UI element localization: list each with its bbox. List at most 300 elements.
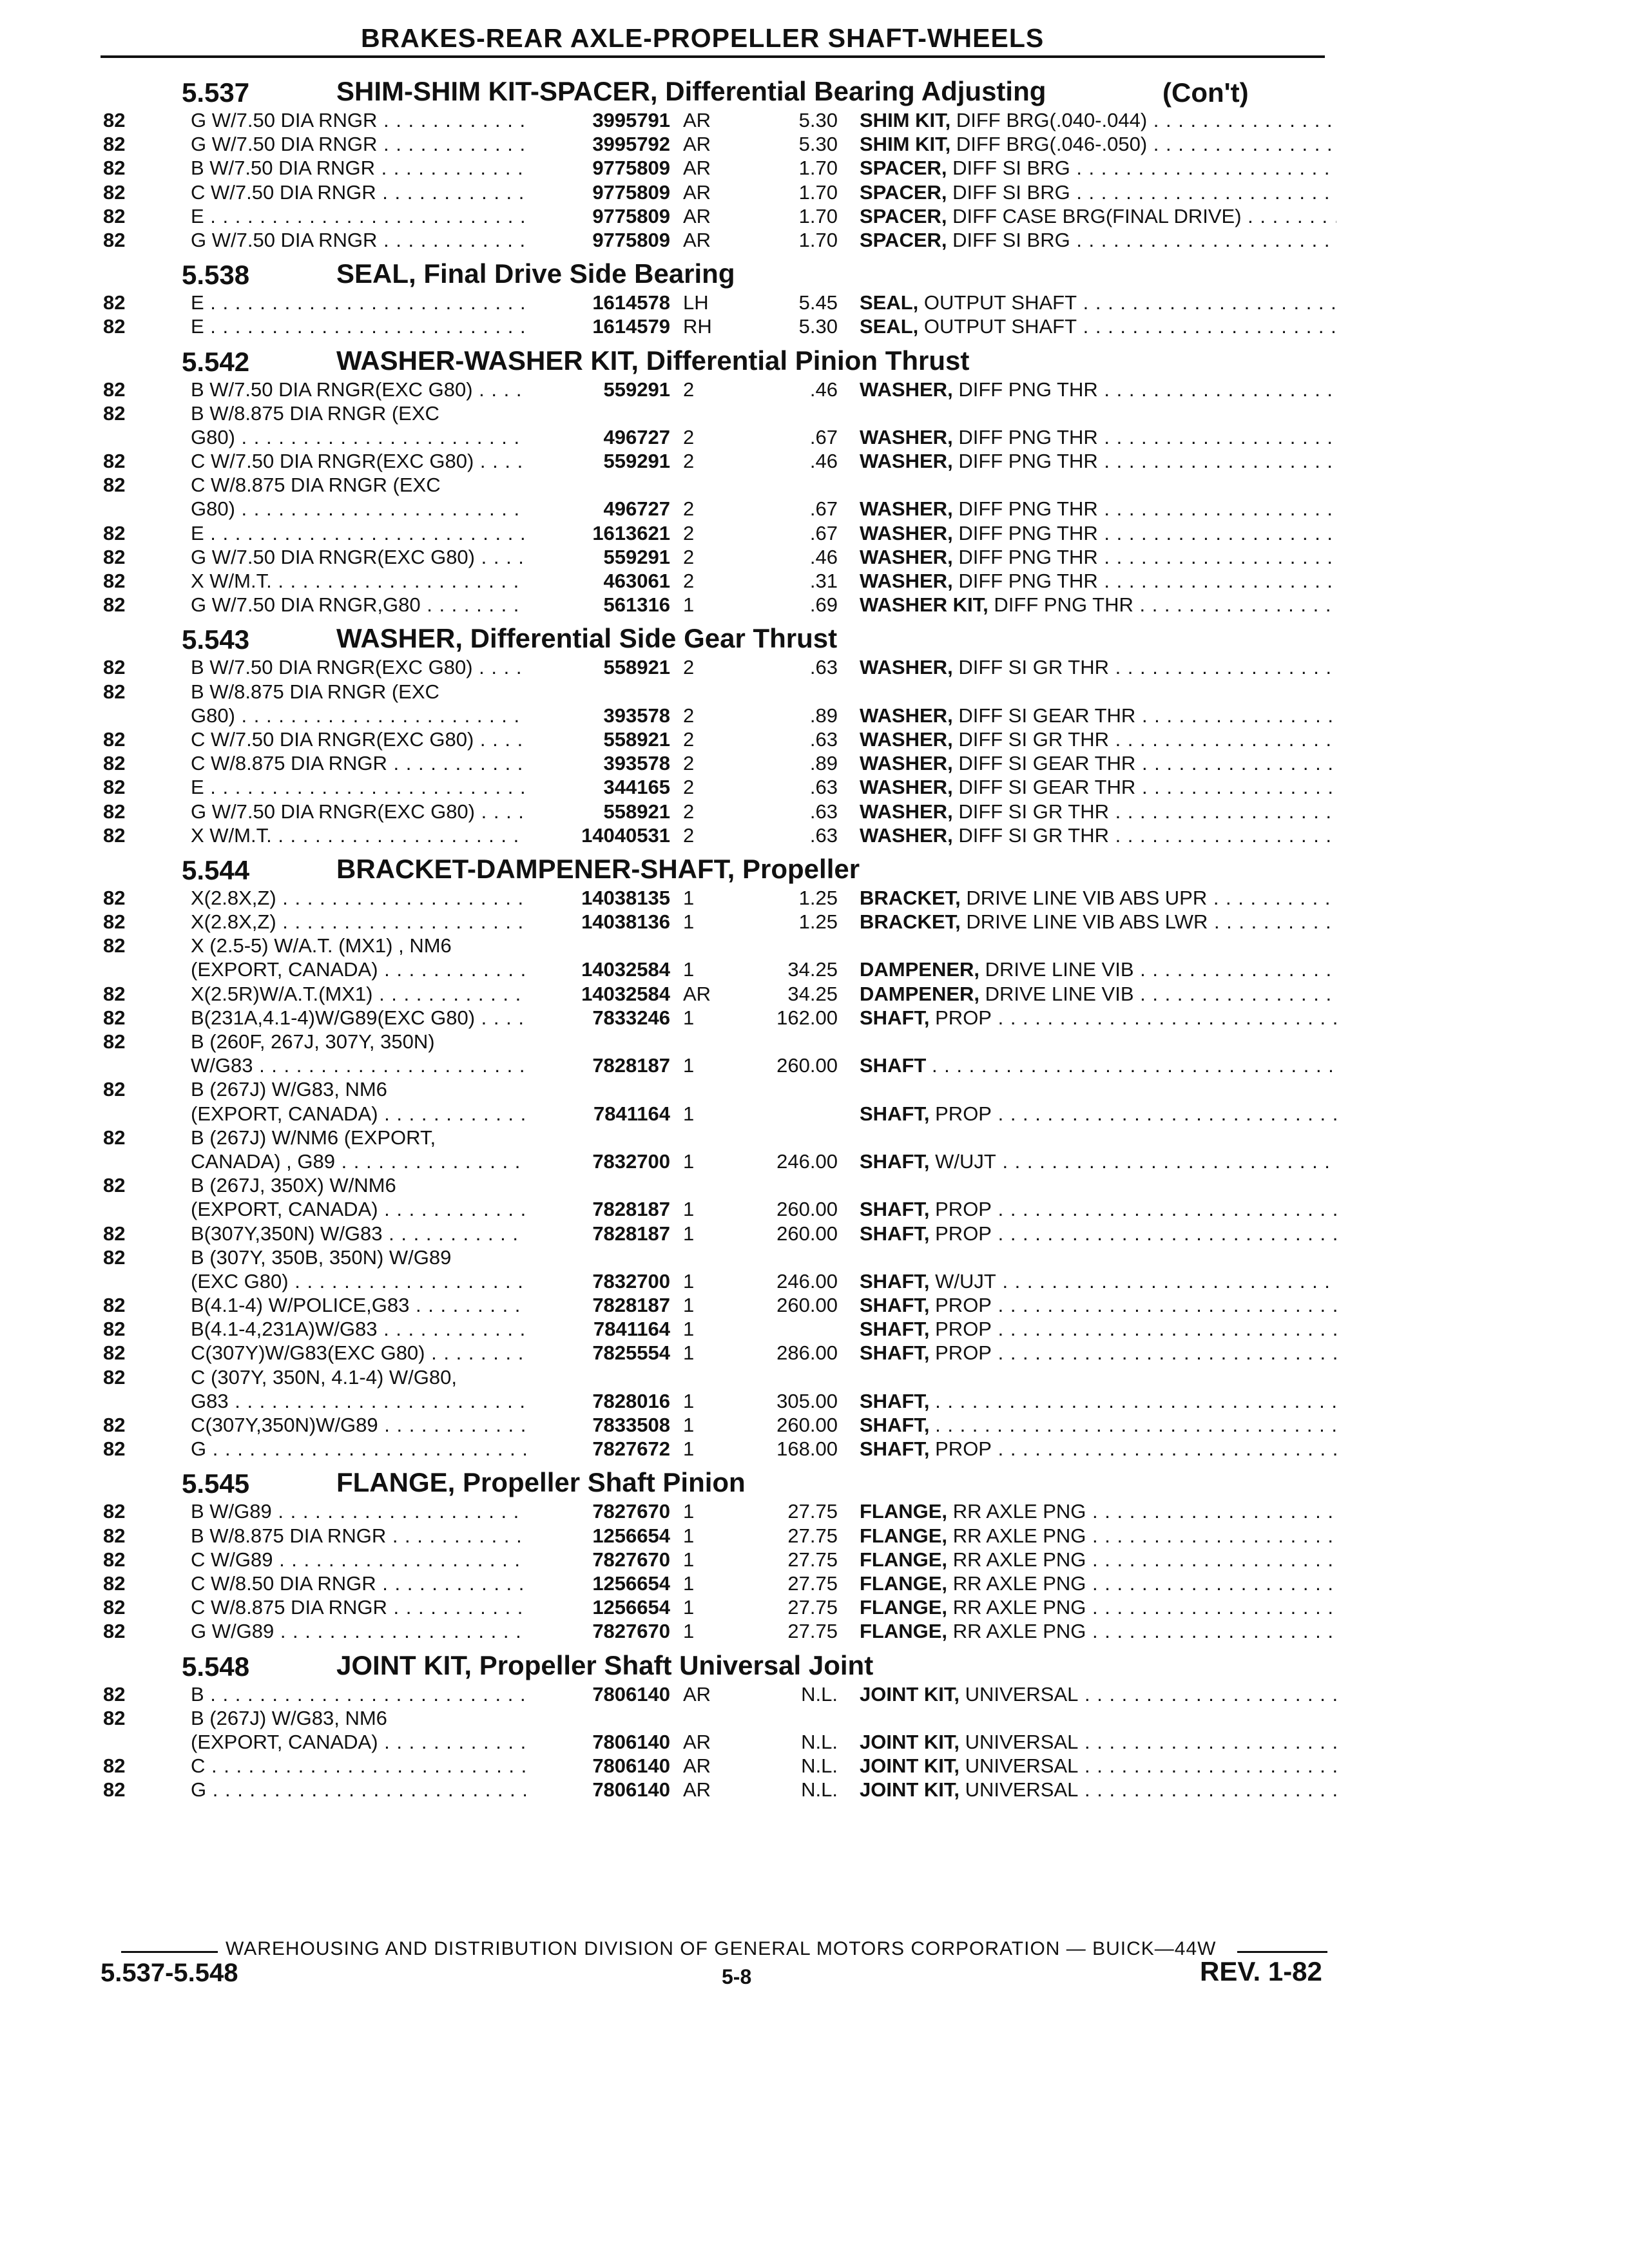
model-year: 82 xyxy=(103,1500,126,1523)
model-year: 82 xyxy=(103,910,126,934)
part-name-detail: UNIVERSAL . . . xyxy=(965,1778,1336,1801)
price: 260.00 xyxy=(776,1222,838,1245)
quantity: 2 xyxy=(683,800,695,823)
price: .89 xyxy=(809,752,838,775)
section-title: JOINT KIT, Propeller Shaft Universal Joint xyxy=(336,1649,874,1680)
part-name-detail: RR AXLE PNG . . . xyxy=(953,1596,1336,1619)
section-header xyxy=(0,70,1629,108)
part-number: 559291 xyxy=(603,545,670,568)
table-row xyxy=(0,1413,1629,1437)
quantity: 1 xyxy=(683,1006,695,1029)
part-number: 14032584 xyxy=(581,958,670,981)
model-year: 82 xyxy=(103,776,126,799)
application-description: X (2.5-5) W/A.T. (MX1) , NM6 xyxy=(191,934,452,957)
price: .46 xyxy=(809,545,838,568)
model-year: 82 xyxy=(103,656,126,679)
part-name-detail: RR AXLE PNG . . . xyxy=(953,1572,1336,1595)
application-description: B(4.1-4) W/POLICE,G83 . . . xyxy=(191,1293,526,1317)
section-title: WASHER, Differential Side Gear Thrust xyxy=(336,623,838,654)
model-year: 82 xyxy=(103,1524,126,1547)
application-description: B W/7.50 DIA RNGR(EXC G80) . . . xyxy=(191,378,526,401)
part-number: 7828187 xyxy=(592,1054,670,1077)
part-name-detail: RR AXLE PNG . . . xyxy=(953,1548,1336,1571)
table-row xyxy=(0,751,1629,775)
footer-revision: REV. 1-82 xyxy=(1200,1956,1322,1986)
part-name-detail: W/UJT . . . xyxy=(935,1270,1336,1293)
model-year: 82 xyxy=(103,133,126,156)
price: 162.00 xyxy=(776,1006,838,1029)
price: N.L. xyxy=(801,1730,838,1753)
part-name-bold: WASHER, xyxy=(860,704,953,727)
table-row xyxy=(0,1173,1629,1197)
quantity: 1 xyxy=(683,1222,695,1245)
footer-section-range: 5.537-5.548 xyxy=(101,1959,238,1987)
section-number: 5.545 xyxy=(182,1468,250,1499)
part-name-detail: DIFF SI GEAR THR . . . xyxy=(958,752,1336,774)
price: 1.25 xyxy=(798,910,838,934)
section-title: WASHER-WASHER KIT, Differential Pinion Thrust xyxy=(336,345,970,376)
price: 305.00 xyxy=(776,1389,838,1412)
part-number: 7841164 xyxy=(593,1318,670,1341)
part-name xyxy=(860,1222,1336,1245)
part-name-bold: FLANGE, xyxy=(860,1620,948,1643)
part-number: 7806140 xyxy=(592,1730,670,1753)
part-name-bold: WASHER, xyxy=(860,823,953,847)
price: 27.75 xyxy=(787,1524,838,1547)
model-year: 82 xyxy=(103,378,126,401)
part-name xyxy=(860,1389,1336,1413)
application-description: C W/G89 . . . xyxy=(191,1548,526,1571)
part-name-detail: PROP . . . xyxy=(935,1006,1336,1029)
part-name-bold: WASHER, xyxy=(860,752,953,775)
part-name-bold: WASHER, xyxy=(860,570,953,592)
application-description: B W/8.875 DIA RNGR (EXC xyxy=(191,401,439,425)
model-year: 82 xyxy=(103,570,126,592)
table-row xyxy=(0,704,1629,727)
application-description: C W/8.875 DIA RNGR . . . xyxy=(191,1595,526,1619)
part-name xyxy=(860,751,1336,775)
part-number: 7827670 xyxy=(592,1620,670,1643)
table-row xyxy=(0,680,1629,704)
price: .63 xyxy=(809,656,838,679)
part-name-bold: SHAFT, xyxy=(860,1198,930,1221)
model-year: 82 xyxy=(103,204,126,227)
part-name-detail: DIFF BRG(.040-.044) . . . xyxy=(956,109,1336,131)
part-name-bold: WASHER, xyxy=(860,378,953,401)
quantity: 2 xyxy=(683,704,695,727)
section-number: 5.542 xyxy=(182,346,250,377)
part-name-detail: DIFF SI GR THR . . . xyxy=(958,656,1336,678)
application-description: C (307Y, 350N, 4.1-4) W/G80, xyxy=(191,1365,457,1389)
part-name xyxy=(860,425,1336,449)
quantity: 2 xyxy=(683,776,695,799)
table-row xyxy=(0,473,1629,497)
part-number: 561316 xyxy=(603,593,670,617)
part-name-bold: SHAFT, xyxy=(860,1389,930,1412)
part-name-bold: SHIM KIT, xyxy=(860,133,951,156)
part-name xyxy=(860,1548,1336,1571)
model-year: 82 xyxy=(103,1245,126,1269)
quantity: 1 xyxy=(683,1294,695,1317)
part-number: 1256654 xyxy=(592,1571,670,1595)
model-year: 82 xyxy=(103,727,126,751)
part-name xyxy=(860,655,1336,679)
part-name xyxy=(860,291,1336,314)
table-row xyxy=(0,378,1629,401)
section-title: SEAL, Final Drive Side Bearing xyxy=(336,258,735,289)
model-year: 82 xyxy=(103,1318,126,1341)
part-number: 7828187 xyxy=(592,1198,670,1221)
part-number: 14040531 xyxy=(581,823,670,847)
model-year: 82 xyxy=(103,1620,126,1643)
part-name xyxy=(860,378,1336,401)
part-name-detail xyxy=(932,1054,1336,1077)
part-number: 7827670 xyxy=(592,1500,670,1523)
part-name-detail: OUTPUT SHAFT . . . xyxy=(924,291,1336,314)
section-number: 5.537 xyxy=(182,77,250,108)
quantity: AR xyxy=(683,1778,711,1802)
table-row xyxy=(0,569,1629,593)
quantity: AR xyxy=(683,204,711,227)
part-name-detail: DIFF SI GR THR . . . xyxy=(958,728,1336,751)
application-description: E . . . xyxy=(191,775,526,799)
table-row xyxy=(0,727,1629,751)
part-name-detail: DIFF PNG THR . . . xyxy=(958,546,1336,568)
model-year: 82 xyxy=(103,1706,126,1729)
part-name-bold: SHAFT, xyxy=(860,1269,930,1293)
part-name-bold: WASHER, xyxy=(860,497,953,521)
application-description: B (267J) W/G83, NM6 xyxy=(191,1706,387,1729)
part-name-bold: JOINT KIT, xyxy=(860,1778,960,1802)
table-row xyxy=(0,545,1629,569)
application-description: X(2.8X,Z) . . . xyxy=(191,886,526,910)
model-year: 82 xyxy=(103,180,126,204)
part-name xyxy=(860,1754,1336,1778)
part-name-bold: SHAFT, xyxy=(860,1006,930,1029)
quantity: AR xyxy=(683,157,711,180)
price: .46 xyxy=(809,450,838,473)
quantity: AR xyxy=(683,228,711,251)
part-name-bold: FLANGE, xyxy=(860,1596,948,1619)
part-name-bold: WASHER, xyxy=(860,425,953,448)
part-name-bold: SHAFT xyxy=(860,1054,927,1077)
quantity: 1 xyxy=(683,886,695,909)
part-number: 7828187 xyxy=(592,1222,670,1245)
part-name-bold: WASHER KIT, xyxy=(860,593,988,617)
price: 27.75 xyxy=(787,1596,838,1619)
model-year: 82 xyxy=(103,315,126,338)
part-name-detail: DIFF CASE BRG(FINAL DRIVE) . . . xyxy=(952,205,1336,227)
part-name xyxy=(860,1595,1336,1619)
quantity: 1 xyxy=(683,1102,695,1125)
part-name xyxy=(860,1197,1336,1221)
part-name-detail: PROP . . . xyxy=(935,1294,1336,1316)
part-name-detail: DIFF PNG THR . . . xyxy=(994,593,1336,616)
part-name xyxy=(860,982,1336,1006)
application-description: C W/8.50 DIA RNGR . . . xyxy=(191,1571,526,1595)
price: 5.30 xyxy=(798,109,838,131)
model-year: 82 xyxy=(103,1030,126,1053)
model-year: 82 xyxy=(103,1571,126,1595)
section-header xyxy=(0,847,1629,886)
table-row xyxy=(0,1548,1629,1571)
part-name-bold: FLANGE, xyxy=(860,1524,948,1547)
price: 1.70 xyxy=(798,204,838,227)
table-row xyxy=(0,1269,1629,1293)
price: .63 xyxy=(809,727,838,751)
section-number: 5.544 xyxy=(182,854,250,885)
application-description: X(2.5R)W/A.T.(MX1) . . . xyxy=(191,982,526,1006)
quantity: AR xyxy=(683,1682,711,1706)
quantity: 1 xyxy=(683,958,695,981)
section-header xyxy=(0,617,1629,655)
part-number: 1614579 xyxy=(592,315,670,338)
part-name xyxy=(860,204,1336,228)
part-name-bold: SHAFT, xyxy=(860,1437,930,1461)
part-name-detail: DIFF PNG THR . . . xyxy=(958,450,1336,472)
part-name-detail: PROP . . . xyxy=(935,1198,1336,1220)
quantity: AR xyxy=(683,982,711,1005)
application-description: G W/7.50 DIA RNGR(EXC G80) . . . xyxy=(191,545,526,569)
quantity: 1 xyxy=(683,1571,695,1595)
application-description: G83 . . . xyxy=(191,1389,526,1413)
part-name-bold: DAMPENER, xyxy=(860,958,980,981)
model-year: 82 xyxy=(103,934,126,957)
application-description: B W/7.50 DIA RNGR . . . xyxy=(191,156,526,180)
table-row xyxy=(0,1389,1629,1413)
parts-list xyxy=(0,70,1629,1802)
part-number: 7832700 xyxy=(592,1269,670,1293)
part-name xyxy=(860,497,1336,521)
model-year: 82 xyxy=(103,982,126,1005)
section-number: 5.548 xyxy=(182,1651,250,1682)
table-row xyxy=(0,1341,1629,1365)
part-name-bold: SHAFT, xyxy=(860,1222,930,1245)
part-number: 1613621 xyxy=(592,521,670,544)
part-name-bold: SEAL, xyxy=(860,315,919,338)
part-number: 7832700 xyxy=(592,1149,670,1173)
part-name-detail: DRIVE LINE VIB ABS LWR . . . xyxy=(966,910,1336,933)
part-name xyxy=(860,800,1336,823)
price: .89 xyxy=(809,704,838,727)
part-name-bold: WASHER, xyxy=(860,545,953,568)
model-year: 82 xyxy=(103,823,126,847)
application-description: C W/7.50 DIA RNGR(EXC G80) . . . xyxy=(191,727,526,751)
model-year: 82 xyxy=(103,1078,126,1101)
table-row xyxy=(0,1006,1629,1030)
table-row xyxy=(0,449,1629,473)
part-name xyxy=(860,156,1336,180)
part-number: 3995792 xyxy=(592,133,670,156)
application-description: C W/8.875 DIA RNGR . . . xyxy=(191,751,526,775)
part-name-bold: JOINT KIT, xyxy=(860,1730,960,1753)
part-name-detail: DRIVE LINE VIB ABS UPR . . . xyxy=(966,887,1336,909)
price: 27.75 xyxy=(787,1571,838,1595)
application-description: G W/7.50 DIA RNGR,G80 . . . xyxy=(191,593,526,617)
application-description: X W/M.T. . . . xyxy=(191,823,526,847)
application-description: X(2.8X,Z) . . . xyxy=(191,910,526,934)
section-title: SHIM-SHIM KIT-SPACER, Differential Bearing Adjusting xyxy=(336,76,1046,106)
application-description: G80) . . . xyxy=(191,497,526,521)
table-row xyxy=(0,800,1629,823)
part-name xyxy=(860,1571,1336,1595)
price: 286.00 xyxy=(776,1341,838,1365)
part-name xyxy=(860,569,1336,593)
part-number: 344165 xyxy=(603,776,670,799)
part-name xyxy=(860,1053,1336,1077)
table-row xyxy=(0,1245,1629,1269)
part-name-detail: DIFF SI BRG . . . xyxy=(952,229,1336,251)
part-name-bold: WASHER, xyxy=(860,656,953,679)
model-year: 82 xyxy=(103,1437,126,1461)
part-name-bold: SPACER, xyxy=(860,228,947,251)
application-description: G80) . . . xyxy=(191,704,526,727)
part-name xyxy=(860,1682,1336,1706)
table-row xyxy=(0,1571,1629,1595)
quantity: 2 xyxy=(683,545,695,568)
part-name-detail: DIFF SI GEAR THR . . . xyxy=(958,776,1336,798)
part-name-bold: SHAFT, xyxy=(860,1102,930,1125)
section-title: BRACKET-DAMPENER-SHAFT, Propeller xyxy=(336,853,860,884)
part-name xyxy=(860,1102,1336,1126)
application-description: G . . . xyxy=(191,1778,526,1802)
section-number: 5.543 xyxy=(182,624,250,655)
part-name xyxy=(860,1149,1336,1173)
section-number: 5.538 xyxy=(182,260,250,291)
part-name-detail: UNIVERSAL . . . xyxy=(965,1731,1336,1753)
price: .63 xyxy=(809,776,838,799)
model-year: 82 xyxy=(103,1754,126,1778)
part-name xyxy=(860,228,1336,252)
price: 27.75 xyxy=(787,1620,838,1643)
quantity: 1 xyxy=(683,593,695,617)
table-row xyxy=(0,497,1629,521)
section-header xyxy=(0,339,1629,378)
quantity: 2 xyxy=(683,727,695,751)
price: N.L. xyxy=(801,1778,838,1802)
table-row xyxy=(0,1126,1629,1149)
part-name-detail: DIFF SI BRG . . . xyxy=(952,157,1336,179)
part-name-detail xyxy=(935,1390,1336,1412)
price: 246.00 xyxy=(776,1269,838,1293)
quantity: RH xyxy=(683,315,712,338)
table-row xyxy=(0,1053,1629,1077)
quantity: AR xyxy=(683,109,711,131)
table-row xyxy=(0,1595,1629,1619)
model-year: 82 xyxy=(103,291,126,314)
part-name-bold: DAMPENER, xyxy=(860,982,980,1005)
model-year: 82 xyxy=(103,401,126,425)
table-row xyxy=(0,1524,1629,1548)
quantity: 2 xyxy=(683,425,695,448)
part-name xyxy=(860,1269,1336,1293)
application-description: C W/8.875 DIA RNGR (EXC xyxy=(191,474,441,497)
price: 27.75 xyxy=(787,1500,838,1523)
price: 260.00 xyxy=(776,1294,838,1317)
footer-rule-left xyxy=(121,1951,218,1953)
section-header xyxy=(0,252,1629,291)
part-name-bold: SEAL, xyxy=(860,291,919,314)
price: 1.70 xyxy=(798,157,838,180)
part-name-detail: UNIVERSAL . . . xyxy=(965,1683,1336,1706)
model-year: 82 xyxy=(103,157,126,180)
table-row xyxy=(0,1437,1629,1461)
application-description: G . . . xyxy=(191,1437,526,1461)
part-name xyxy=(860,593,1336,617)
part-name xyxy=(860,1619,1336,1643)
title-rule xyxy=(101,55,1325,58)
application-description: E . . . xyxy=(191,204,526,228)
part-number: 559291 xyxy=(603,378,670,401)
part-name-detail: DIFF PNG THR . . . xyxy=(958,570,1336,592)
part-name-bold: SHAFT, xyxy=(860,1414,930,1436)
part-name xyxy=(860,1730,1336,1754)
quantity: 1 xyxy=(683,1437,695,1461)
table-row xyxy=(0,1730,1629,1754)
part-name xyxy=(860,704,1336,727)
part-number: 7827670 xyxy=(592,1548,670,1571)
quantity: 2 xyxy=(683,752,695,775)
part-name-detail: PROP . . . xyxy=(935,1222,1336,1245)
part-name xyxy=(860,823,1336,847)
model-year: 82 xyxy=(103,1682,126,1706)
price: 1.25 xyxy=(798,886,838,909)
application-description: G W/7.50 DIA RNGR . . . xyxy=(191,228,526,252)
part-name-detail: DIFF PNG THR . . . xyxy=(958,426,1336,448)
table-row xyxy=(0,425,1629,449)
part-name-detail: DIFF PNG THR . . . xyxy=(958,522,1336,544)
part-name xyxy=(860,545,1336,569)
application-description: B W/8.875 DIA RNGR (EXC xyxy=(191,680,439,703)
part-name-bold: WASHER, xyxy=(860,800,953,823)
part-number: 1256654 xyxy=(592,1596,670,1619)
part-number: 14032584 xyxy=(581,982,670,1005)
table-row xyxy=(0,204,1629,228)
model-year: 82 xyxy=(103,1548,126,1571)
part-number: 1256654 xyxy=(592,1524,670,1547)
price: 260.00 xyxy=(776,1198,838,1221)
application-description: E . . . xyxy=(191,521,526,545)
table-row xyxy=(0,1293,1629,1317)
quantity: 1 xyxy=(683,1341,695,1365)
application-description: B . . . xyxy=(191,1682,526,1706)
part-name-detail: DIFF PNG THR . . . xyxy=(958,378,1336,401)
quantity: 1 xyxy=(683,1548,695,1571)
part-name-detail: W/UJT . . . xyxy=(935,1150,1336,1173)
model-year: 82 xyxy=(103,228,126,251)
table-row xyxy=(0,401,1629,425)
price: N.L. xyxy=(801,1682,838,1706)
part-number: 7806140 xyxy=(592,1682,670,1706)
quantity: 2 xyxy=(683,497,695,521)
quantity: AR xyxy=(683,1754,711,1778)
part-number: 1614578 xyxy=(592,291,670,314)
model-year: 82 xyxy=(103,1596,126,1619)
application-description: (EXPORT, CANADA) . . . xyxy=(191,1197,526,1221)
part-name-detail: DIFF SI BRG . . . xyxy=(952,181,1336,204)
part-name-detail: DRIVE LINE VIB . . . xyxy=(985,983,1336,1005)
model-year: 82 xyxy=(103,1222,126,1245)
quantity: 1 xyxy=(683,1620,695,1643)
table-row xyxy=(0,521,1629,545)
part-name xyxy=(860,1293,1336,1317)
part-name-detail: RR AXLE PNG . . . xyxy=(953,1500,1336,1523)
table-row xyxy=(0,823,1629,847)
quantity: 1 xyxy=(683,1198,695,1221)
price: .63 xyxy=(809,823,838,847)
part-name-detail: DIFF BRG(.046-.050) . . . xyxy=(956,133,1336,155)
part-name-bold: JOINT KIT, xyxy=(860,1682,960,1706)
